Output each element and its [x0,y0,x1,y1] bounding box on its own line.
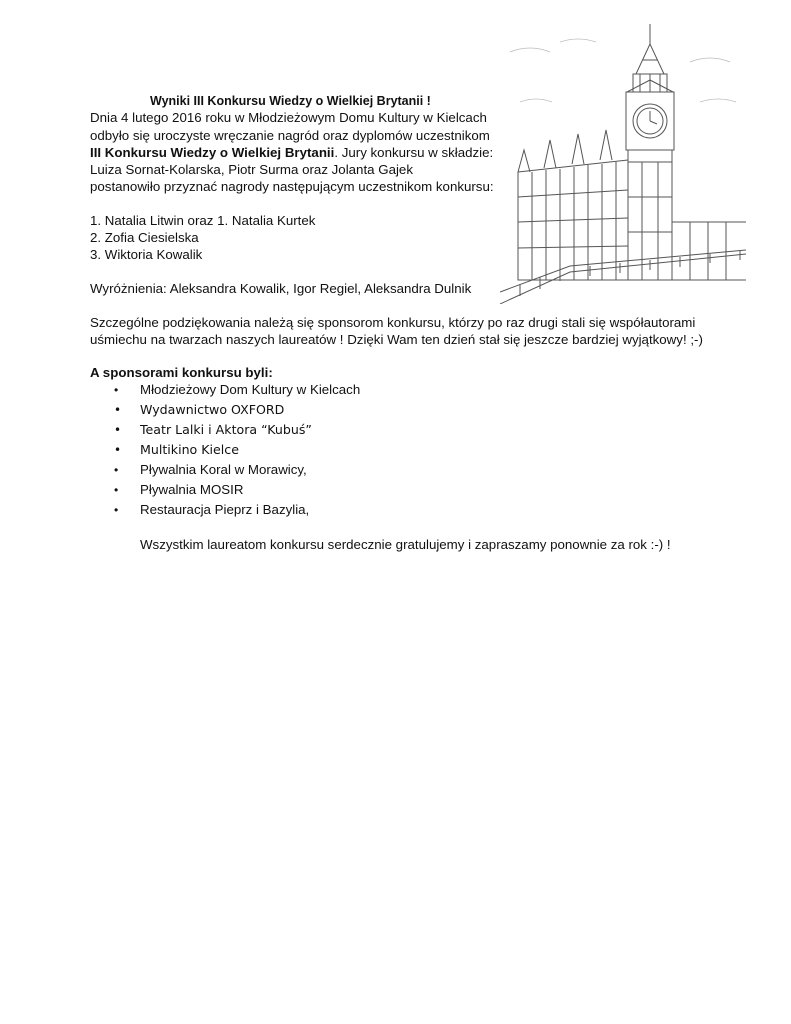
big-ben-illustration [500,22,748,304]
list-item: • Pływalnia MOSIR [114,482,244,497]
thanks-line-2: uśmiechu na twarzach naszych laureatów ! Dzięki Wam ten dzień stał się jeszcze bardziej wyjątkowy! ;-) [90,332,703,347]
jury-intro: . Jury konkursu w składzie: [334,145,494,160]
list-item: • Wydawnictwo OXFORD [114,402,285,417]
intro-line-1: Dnia 4 lutego 2016 roku w Młodzieżowym Domu Kultury w Kielcach [90,110,487,125]
sponsors-list [112,381,360,521]
closing-line: Wszystkim laureatom konkursu serdecznie gratulujemy i zapraszamy ponownie za rok :-) ! [140,537,671,552]
list-item: • Teatr Lalki i Aktora “Kubuś” [114,422,312,437]
intro-line-2: odbyło się uroczyste wręczanie nagród oraz dyplomów uczestnikom [90,128,490,143]
result-first: 1. Natalia Litwin oraz 1. Natalia Kurtek [90,213,316,228]
decision-line: postanowiło przyznać nagrody następującym uczestnikom konkursu: [90,179,494,194]
result-second: 2. Zofia Ciesielska [90,230,199,245]
list-item: • Restauracja Pieprz i Bazylia, [114,502,310,517]
honorable-mentions: Wyróżnienia: Aleksandra Kowalik, Igor Regiel, Aleksandra Dulnik [90,281,472,296]
list-item: • Pływalnia Koral w Morawicy, [114,462,307,477]
jury-members: Luiza Sornat-Kolarska, Piotr Surma oraz Jolanta Gajek [90,162,413,177]
contest-name: III Konkursu Wiedzy o Wielkiej Brytanii [90,145,335,160]
list-item: • Multikino Kielce [114,442,239,457]
document-title: Wyniki III Konkursu Wiedzy o Wielkiej Brytanii ! [150,94,431,108]
list-item: • Młodzieżowy Dom Kultury w Kielcach [114,382,361,397]
sponsors-heading: A sponsorami konkursu byli: [90,365,273,380]
thanks-line-1: Szczególne podziękowania należą się sponsorom konkursu, którzy po raz drugi stali się współautorami [90,315,696,330]
result-third: 3. Wiktoria Kowalik [90,247,203,262]
contest-line [90,144,493,162]
